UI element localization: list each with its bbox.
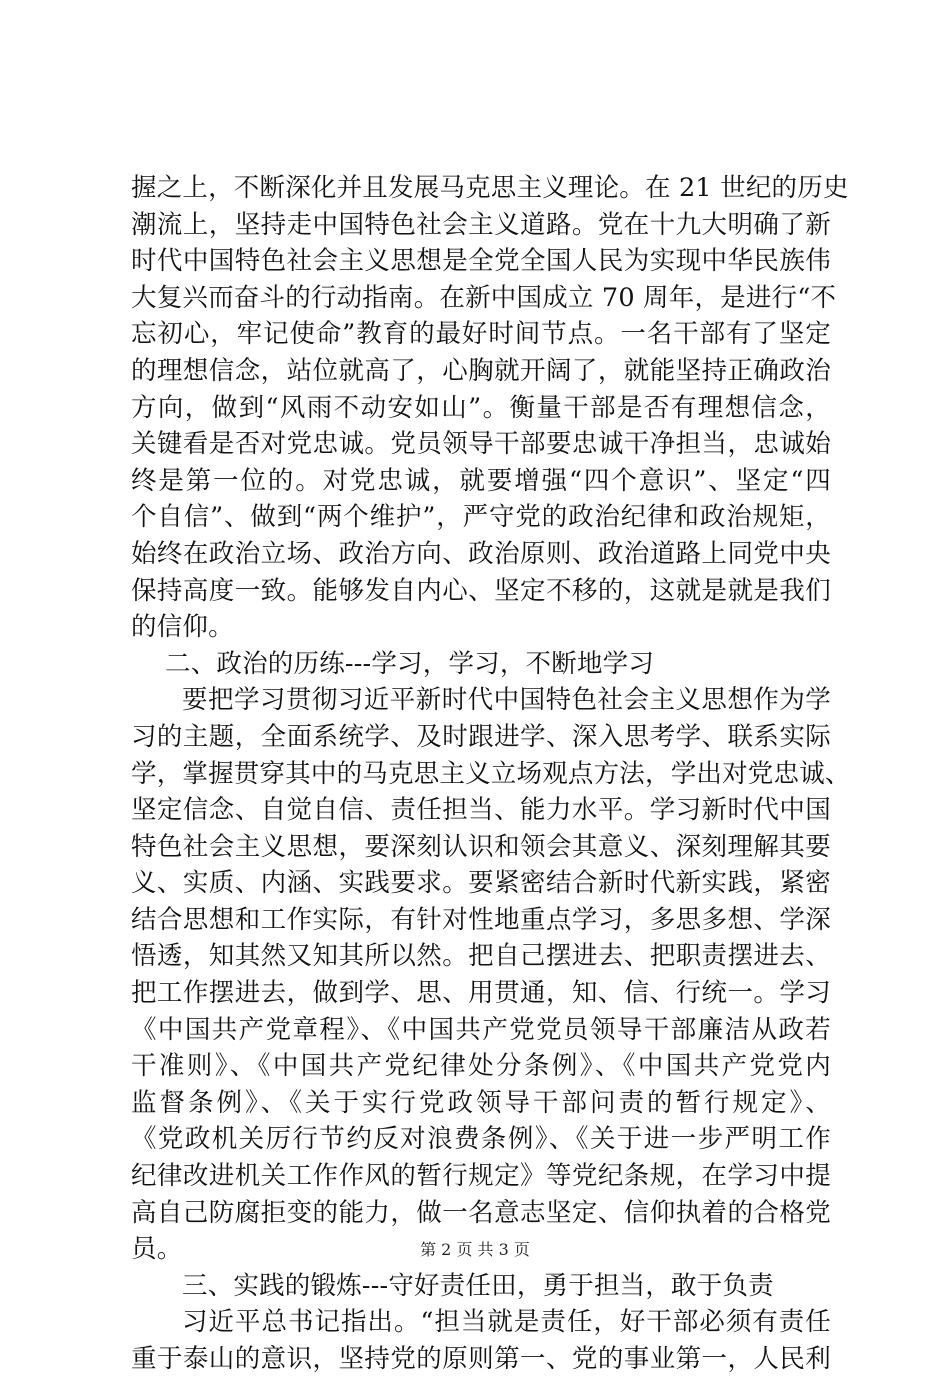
body-text bbox=[131, 170, 851, 1378]
paragraph-line: 《中国共产党章程》、《中国共产党党员领导干部廉洁从政若 bbox=[131, 1014, 831, 1045]
paragraph-line: 的理想信念，站位就高了，心胸就开阔了，就能坚持正确政治 bbox=[131, 355, 831, 386]
paragraph-line-last: 员。 bbox=[131, 1234, 183, 1265]
paragraph-line: 坚定信念、自觉自信、责任担当、能力水平。学习新时代中国 bbox=[131, 795, 831, 826]
paragraph-line: 义、实质、内涵、实践要求。要紧密结合新时代新实践，紧密 bbox=[131, 868, 831, 899]
section-heading-3: 三、实践的锻炼---守好责任田，勇于担当，敢于负责 bbox=[182, 1270, 774, 1301]
paragraph-line: 干准则》、《中国共产党纪律处分条例》、《中国共产党党内 bbox=[131, 1051, 831, 1082]
paragraph-line: 潮流上，坚持走中国特色社会主义道路。党在十九大明确了新 bbox=[131, 209, 831, 240]
paragraph-line: 《党政机关厉行节约反对浪费条例》、《关于进一步严明工作 bbox=[131, 1124, 831, 1155]
paragraph-line-indented: 习近平总书记指出。“担当就是责任，好干部必须有责任 bbox=[182, 1307, 831, 1338]
paragraph-line: 重于泰山的意识，坚持党的原则第一、党的事业第一，人民利 bbox=[131, 1344, 831, 1374]
paragraph-line: 保持高度一致。能够发自内心、坚定不移的，这就是就是我们 bbox=[131, 575, 831, 606]
paragraph-line: 关键看是否对党忠诚。党员领导干部要忠诚干净担当，忠诚始 bbox=[131, 429, 831, 460]
paragraph-line: 特色社会主义思想，要深刻认识和领会其意义、深刻理解其要 bbox=[131, 831, 831, 862]
paragraph-line: 纪律改进机关工作作风的暂行规定》等党纪条规，在学习中提 bbox=[131, 1161, 831, 1192]
paragraph-line: 悟透，知其然又知其所以然。把自己摆进去、把职责摆进去、 bbox=[131, 941, 831, 972]
paragraph-line: 把工作摆进去，做到学、思、用贯通，知、信、行统一。学习 bbox=[131, 978, 831, 1009]
paragraph-line: 握之上，不断深化并且发展马克思主义理论。在 21 世纪的历史 bbox=[131, 173, 849, 203]
paragraph-line-indented: 要把学习贯彻习近平新时代中国特色社会主义思想作为学 bbox=[182, 685, 831, 716]
section-heading-2: 二、政治的历练---学习，学习，不断地学习 bbox=[165, 648, 655, 679]
paragraph-line: 终是第一位的。对党忠诚，就要增强“四个意识”、坚定“四 bbox=[131, 465, 831, 496]
paragraph-line: 监督条例》、《关于实行党政领导干部问责的暂行规定》、 bbox=[131, 1087, 831, 1118]
paragraph-line: 始终在政治立场、政治方向、政治原则、政治道路上同党中央 bbox=[131, 538, 831, 569]
paragraph-line: 习的主题，全面系统学、及时跟进学、深入思考学、联系实际 bbox=[131, 721, 831, 752]
paragraph-line: 高自己防腐拒变的能力，做一名意志坚定、信仰执着的合格党 bbox=[131, 1197, 831, 1228]
paragraph-line-last: 的信仰。 bbox=[131, 612, 234, 643]
paragraph-line: 方向，做到“风雨不动安如山”。衡量干部是否有理想信念， bbox=[131, 392, 831, 423]
page-number-footer: 第 2 页 共 3 页 bbox=[420, 1240, 530, 1259]
paragraph-line: 结合思想和工作实际，有针对性地重点学习，多思多想、学深 bbox=[131, 904, 831, 935]
paragraph-line: 时代中国特色社会主义思想是全党全国人民为实现中华民族伟 bbox=[131, 246, 831, 277]
paragraph-line: 忘初心，牢记使命”教育的最好时间节点。一名干部有了坚定 bbox=[131, 319, 831, 350]
paragraph-line: 个自信”、做到“两个维护”，严守党的政治纪律和政治规矩， bbox=[131, 502, 831, 533]
paragraph-line: 学，掌握贯穿其中的马克思主义立场观点方法，学出对党忠诚、 bbox=[131, 758, 851, 789]
paragraph-line: 大复兴而奋斗的行动指南。在新中国成立 70 周年，是进行“不 bbox=[131, 282, 837, 313]
